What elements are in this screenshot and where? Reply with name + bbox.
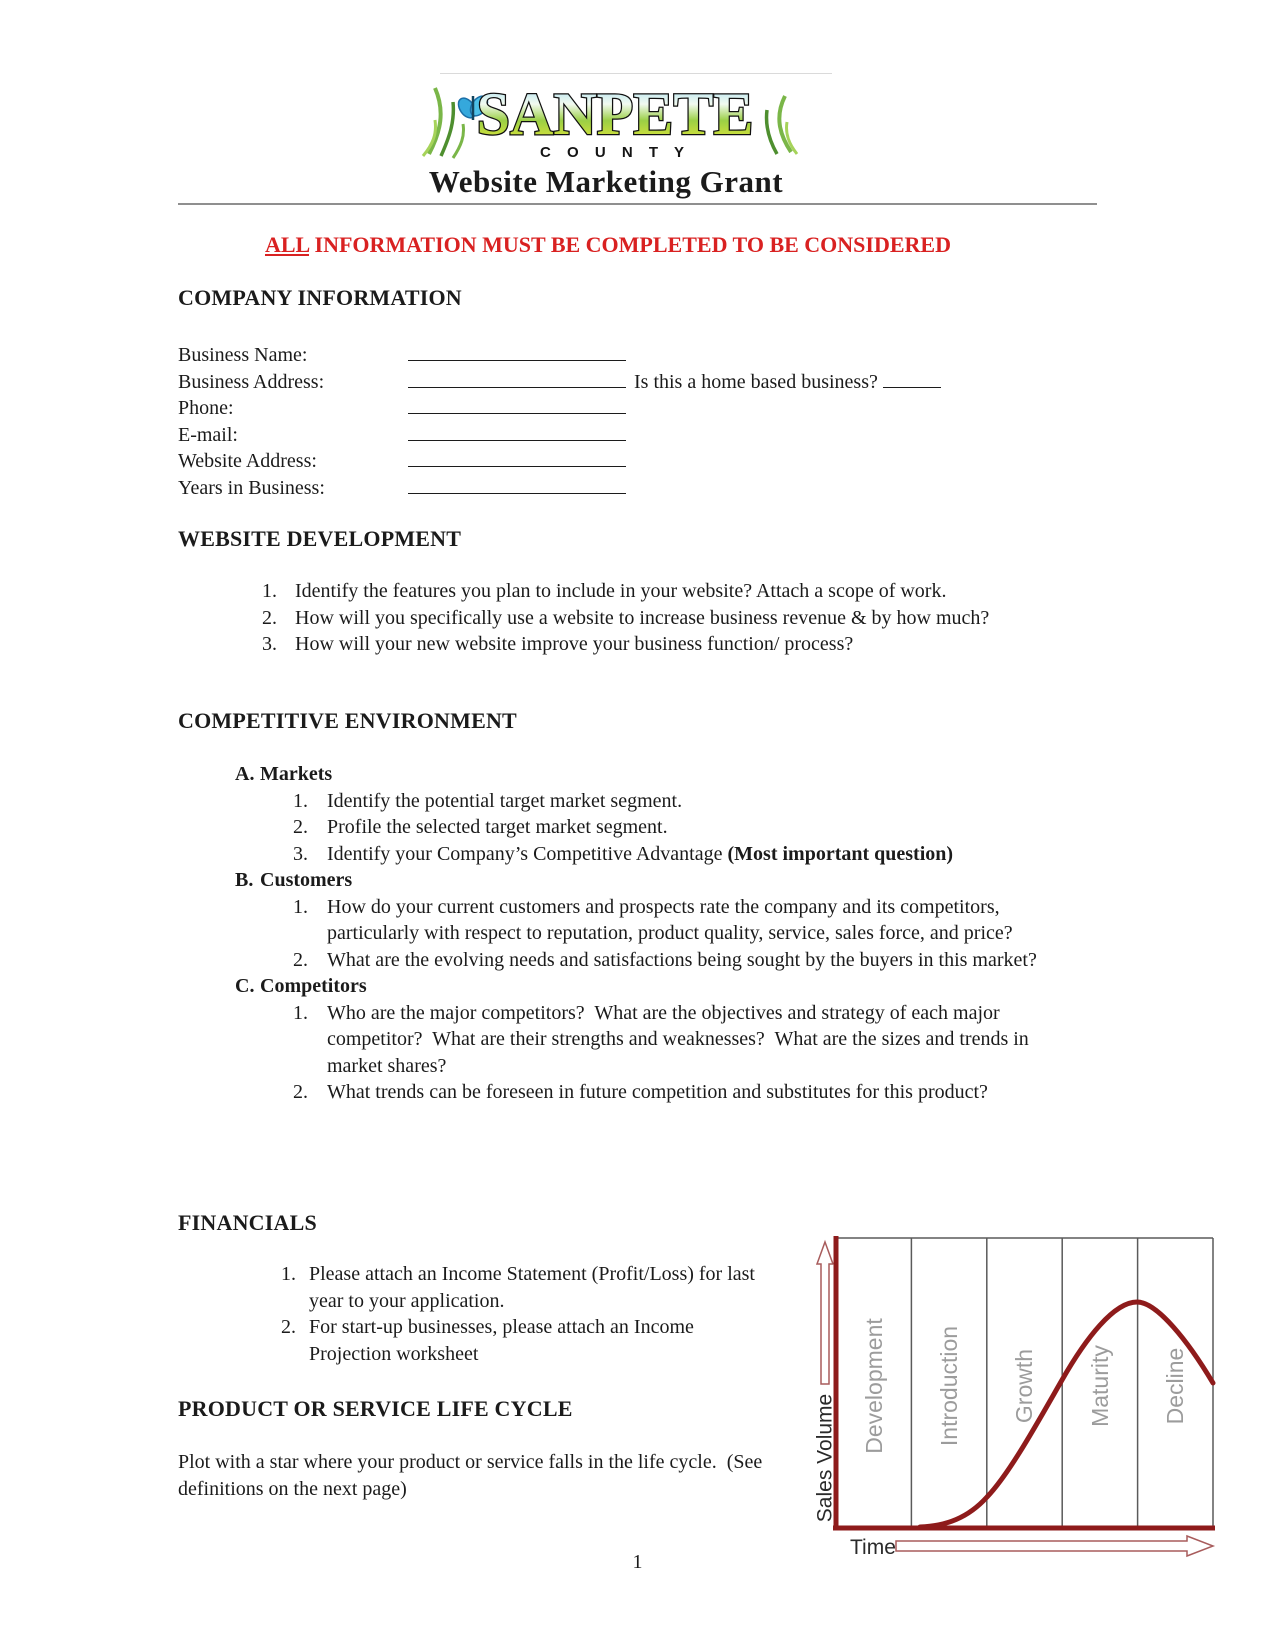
phase-label-development: Development — [861, 1318, 887, 1454]
list-item — [178, 1000, 1067, 1080]
grass-right-icon — [766, 96, 797, 154]
item-number: 1. — [293, 1001, 308, 1024]
item-text: Please attach an Income Statement (Profit/Loss) for last year to your application. — [309, 1263, 760, 1312]
subsection-title: Competitors — [260, 975, 367, 997]
competitive-environment-list — [178, 761, 1067, 1106]
item-number: 1. — [262, 580, 277, 602]
notice-rest: INFORMATION MUST BE COMPLETED TO BE CONSIDERED — [309, 232, 951, 257]
item-number: 2. — [262, 606, 277, 629]
header-divider-line — [440, 73, 832, 74]
list-item — [178, 578, 1035, 605]
years-in-business-field[interactable] — [408, 475, 626, 494]
item-number: 3. — [262, 633, 277, 655]
item-text — [327, 841, 1067, 868]
sales-volume-axis-label: Sales Volume — [813, 1393, 837, 1523]
email-row — [178, 422, 941, 449]
email-label: E-mail: — [178, 423, 238, 446]
list-item — [178, 1261, 759, 1314]
life-cycle-heading: PRODUCT OR SERVICE LIFE CYCLE — [178, 1396, 573, 1421]
business-address-field[interactable] — [408, 369, 626, 388]
website-development-list — [178, 578, 1035, 658]
item-number: 1. — [293, 895, 308, 918]
subsection-competitors — [178, 973, 1067, 1000]
completion-notice — [178, 232, 1038, 258]
item-number: 2. — [281, 1316, 296, 1338]
item-text: Who are the major competitors? What are the objectives and strategy of each major competitor? What are their strengths and weaknesses? What are the sizes and trends in market shares? — [327, 1001, 1034, 1077]
list-item — [178, 788, 1067, 815]
home-based-field[interactable] — [883, 369, 941, 388]
list-item — [178, 631, 1035, 658]
list-item — [178, 894, 1067, 947]
financials-heading: FINANCIALS — [178, 1210, 317, 1235]
subsection-letter: C. — [235, 975, 255, 997]
sanpete-logo-text: SANPETE — [476, 81, 754, 147]
years-in-business-label: Years in Business: — [178, 476, 325, 499]
item-number: 2. — [293, 1081, 308, 1103]
years-in-business-row — [178, 475, 941, 502]
subsection-title: Customers — [260, 869, 353, 891]
business-name-label: Business Name: — [178, 344, 308, 366]
up-arrow-icon — [817, 1242, 833, 1384]
time-axis-label: Time — [850, 1536, 896, 1559]
title-divider — [178, 203, 1097, 205]
item-number: 2. — [293, 948, 308, 971]
life-cycle-chart[interactable] — [796, 1236, 1220, 1562]
sanpete-county-logo — [415, 76, 805, 168]
page-number: 1 — [632, 1551, 643, 1573]
phone-row — [178, 395, 941, 422]
email-field[interactable] — [408, 422, 626, 441]
website-address-field[interactable] — [408, 448, 626, 467]
list-item — [178, 605, 1035, 632]
phase-label-growth: Growth — [1011, 1348, 1037, 1424]
subsection-customers — [178, 867, 1067, 894]
list-item — [178, 841, 1067, 868]
item-text: How do your current customers and prospects rate the company and its competitors, particularly with respect to reputation, product quality, service, sales force, and price? — [327, 895, 1013, 944]
website-development-heading: WEBSITE DEVELOPMENT — [178, 526, 462, 551]
item-text: What are the evolving needs and satisfactions being sought by the buyers in this market? — [327, 948, 1037, 971]
page-title: Website Marketing Grant — [428, 164, 784, 199]
grass-left-icon — [423, 88, 464, 158]
item-text: Profile the selected target market segment. — [327, 816, 668, 838]
subsection-letter: A. — [235, 763, 255, 785]
business-address-row — [178, 369, 941, 396]
list-item — [178, 1079, 1067, 1106]
item-text: What trends can be foreseen in future competition and substitutes for this product? — [327, 1081, 988, 1103]
item-text-bold: (Most important question) — [727, 842, 954, 865]
company-info-fields — [178, 342, 941, 501]
item-text: How will your new website improve your business function/ process? — [295, 633, 854, 655]
list-item — [178, 814, 1067, 841]
website-address-row — [178, 448, 941, 475]
item-text: Identify the features you plan to include in your website? Attach a scope of work. — [295, 580, 947, 602]
subsection-title: Markets — [260, 763, 333, 785]
item-text: For start-up businesses, please attach an Income Projection worksheet — [309, 1316, 699, 1365]
home-based-question: Is this a home based business? — [634, 370, 878, 393]
item-number: 1. — [281, 1263, 296, 1285]
business-name-row — [178, 342, 941, 369]
item-number: 2. — [293, 816, 308, 838]
financials-list — [178, 1261, 759, 1367]
phase-label-introduction: Introduction — [936, 1325, 962, 1447]
county-logo-text: C O U N T Y — [540, 144, 690, 161]
life-cycle-instruction: Plot with a star where your product or service falls in the life cycle. (See definitions on the next page) — [178, 1451, 768, 1500]
item-text: Identify the potential target market segment. — [327, 789, 683, 812]
list-item — [178, 947, 1067, 974]
subsection-letter: B. — [235, 869, 254, 891]
item-number: 3. — [293, 842, 308, 865]
phase-label-decline: Decline — [1162, 1347, 1188, 1425]
phase-label-maturity: Maturity — [1087, 1345, 1113, 1427]
phone-label: Phone: — [178, 397, 234, 419]
business-address-label: Business Address: — [178, 370, 325, 393]
subsection-markets — [178, 761, 1067, 788]
item-text: How will you specifically use a website to increase business revenue & by how much? — [295, 606, 990, 629]
competitive-environment-heading: COMPETITIVE ENVIRONMENT — [178, 708, 517, 733]
phone-field[interactable] — [408, 395, 626, 414]
business-name-field[interactable] — [408, 342, 626, 361]
company-information-heading: COMPANY INFORMATION — [178, 285, 462, 310]
notice-emphasis: ALL — [264, 232, 310, 257]
item-text-normal: Identify your Company’s Competitive Advantage — [327, 842, 728, 865]
list-item — [178, 1314, 759, 1367]
website-address-label: Website Address: — [178, 450, 317, 472]
item-number: 1. — [293, 789, 308, 812]
